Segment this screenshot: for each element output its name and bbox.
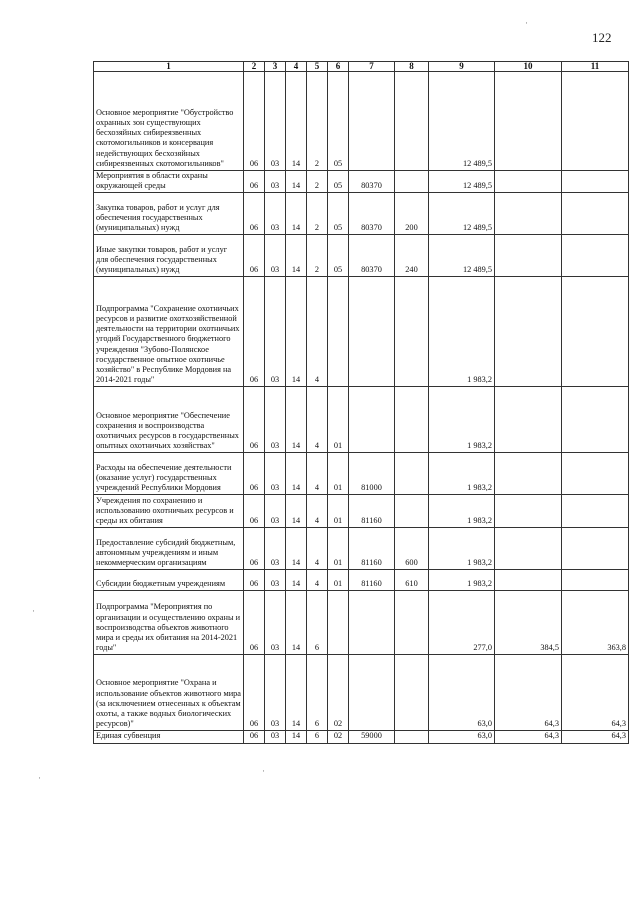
row-value-cell: 12 489,5	[429, 193, 495, 235]
row-name-cell: Иные закупки товаров, работ и услуг для обеспечения государственных (муниципальных) нужд	[94, 235, 244, 277]
header-cell: 11	[562, 62, 629, 72]
scan-dot: ·	[38, 773, 41, 783]
row-value-cell: 06	[244, 235, 265, 277]
row-value-cell: 14	[286, 570, 307, 591]
row-value-cell: 02	[328, 731, 349, 743]
row-value-cell: 4	[307, 277, 328, 387]
row-value-cell	[495, 495, 562, 528]
row-value-cell	[349, 591, 395, 655]
row-value-cell: 2	[307, 235, 328, 277]
row-name-cell: Единая субвенция	[94, 731, 244, 743]
table-row	[94, 528, 629, 570]
row-value-cell	[395, 591, 429, 655]
row-value-cell	[495, 235, 562, 277]
row-name-cell: Учреждения по сохранению и использованию охотничьих ресурсов и среды их обитания	[94, 495, 244, 528]
row-value-cell: 4	[307, 387, 328, 453]
row-value-cell: 1 983,2	[429, 570, 495, 591]
row-value-cell: 06	[244, 591, 265, 655]
header-cell: 7	[349, 62, 395, 72]
row-value-cell: 03	[265, 591, 286, 655]
row-value-cell: 14	[286, 72, 307, 171]
row-name-cell: Основное мероприятие "Обустройство охранных зон существующих бесхозяйных сибиреязвенных скотомогильников и консервация недействующих бесхозяйных сибиреязвенных скотомогильников"	[94, 72, 244, 171]
row-name-cell: Подпрограмма "Сохранение охотничьих ресурсов и развитие охотхозяйственной деятельности на территории охотничьих угодий Государственного бюджетного учреждения "Зубово-Полянское государственное опытное охотничье хозяйство" в Республике Мордовия на 2014-2021 годы"	[94, 277, 244, 387]
row-value-cell: 03	[265, 235, 286, 277]
row-value-cell: 12 489,5	[429, 72, 495, 171]
row-value-cell: 240	[395, 235, 429, 277]
row-value-cell: 64,3	[562, 731, 629, 743]
row-value-cell	[562, 72, 629, 171]
row-value-cell: 05	[328, 235, 349, 277]
table-row	[94, 655, 629, 731]
table-row	[94, 193, 629, 235]
row-value-cell: 63,0	[429, 655, 495, 731]
row-value-cell	[562, 235, 629, 277]
row-value-cell: 14	[286, 277, 307, 387]
row-value-cell: 14	[286, 528, 307, 570]
row-value-cell: 4	[307, 570, 328, 591]
row-value-cell: 14	[286, 171, 307, 193]
row-value-cell: 03	[265, 528, 286, 570]
row-value-cell: 03	[265, 72, 286, 171]
scan-dot: ·	[32, 606, 35, 616]
row-value-cell: 384,5	[495, 591, 562, 655]
row-value-cell	[562, 495, 629, 528]
row-value-cell: 01	[328, 453, 349, 495]
row-value-cell: 06	[244, 171, 265, 193]
row-name-cell: Закупка товаров, работ и услуг для обеспечения государственных (муниципальных) нужд	[94, 193, 244, 235]
row-value-cell: 06	[244, 495, 265, 528]
row-value-cell: 1 983,2	[429, 387, 495, 453]
row-value-cell: 14	[286, 387, 307, 453]
header-cell: 8	[395, 62, 429, 72]
row-value-cell: 81160	[349, 528, 395, 570]
row-value-cell	[495, 387, 562, 453]
row-value-cell: 06	[244, 193, 265, 235]
row-name-cell: Мероприятия в области охраны окружающей среды	[94, 171, 244, 193]
table-row	[94, 731, 629, 743]
row-value-cell	[395, 655, 429, 731]
row-value-cell	[395, 277, 429, 387]
row-value-cell: 05	[328, 171, 349, 193]
row-value-cell: 600	[395, 528, 429, 570]
row-value-cell: 6	[307, 731, 328, 743]
row-value-cell	[495, 277, 562, 387]
row-value-cell	[562, 387, 629, 453]
row-value-cell	[395, 171, 429, 193]
row-value-cell: 610	[395, 570, 429, 591]
row-value-cell	[562, 570, 629, 591]
row-value-cell: 01	[328, 387, 349, 453]
row-value-cell: 1 983,2	[429, 495, 495, 528]
row-value-cell	[349, 655, 395, 731]
row-value-cell: 1 983,2	[429, 528, 495, 570]
budget-table	[93, 61, 629, 744]
row-name-cell: Субсидии бюджетным учреждениям	[94, 570, 244, 591]
row-value-cell: 4	[307, 528, 328, 570]
row-value-cell: 03	[265, 277, 286, 387]
row-value-cell: 06	[244, 528, 265, 570]
row-value-cell: 81000	[349, 453, 395, 495]
row-value-cell	[349, 72, 395, 171]
row-value-cell: 03	[265, 495, 286, 528]
row-value-cell: 12 489,5	[429, 235, 495, 277]
header-row	[94, 62, 629, 72]
row-value-cell: 06	[244, 570, 265, 591]
row-value-cell	[349, 277, 395, 387]
table-row	[94, 495, 629, 528]
row-value-cell: 81160	[349, 495, 395, 528]
table-row	[94, 591, 629, 655]
row-value-cell: 01	[328, 495, 349, 528]
row-value-cell: 03	[265, 193, 286, 235]
scan-dot: ·	[525, 18, 528, 28]
row-value-cell: 14	[286, 193, 307, 235]
table-row	[94, 453, 629, 495]
table-row	[94, 235, 629, 277]
row-value-cell	[495, 570, 562, 591]
table-row	[94, 171, 629, 193]
row-value-cell: 6	[307, 591, 328, 655]
row-value-cell: 01	[328, 570, 349, 591]
row-value-cell: 14	[286, 495, 307, 528]
row-value-cell	[328, 277, 349, 387]
row-value-cell: 05	[328, 72, 349, 171]
row-name-cell: Предоставление субсидий бюджетным, автономным учреждениям и иным некоммерческим организациям	[94, 528, 244, 570]
row-value-cell: 06	[244, 72, 265, 171]
row-value-cell	[562, 453, 629, 495]
row-value-cell: 01	[328, 528, 349, 570]
table-row	[94, 277, 629, 387]
row-value-cell: 4	[307, 453, 328, 495]
row-value-cell	[328, 591, 349, 655]
row-value-cell: 2	[307, 72, 328, 171]
row-value-cell: 1 983,2	[429, 277, 495, 387]
row-value-cell	[395, 387, 429, 453]
row-value-cell: 06	[244, 277, 265, 387]
row-name-cell: Расходы на обеспечение деятельности (оказание услуг) государственных учреждений Республики Мордовия	[94, 453, 244, 495]
row-value-cell	[495, 453, 562, 495]
row-value-cell: 14	[286, 731, 307, 743]
header-cell: 3	[265, 62, 286, 72]
scan-dot: ·	[262, 766, 265, 776]
row-value-cell: 277,0	[429, 591, 495, 655]
header-cell: 9	[429, 62, 495, 72]
row-value-cell: 4	[307, 495, 328, 528]
row-value-cell: 06	[244, 387, 265, 453]
row-value-cell: 64,3	[562, 655, 629, 731]
row-value-cell: 200	[395, 193, 429, 235]
header-cell: 5	[307, 62, 328, 72]
row-value-cell	[395, 495, 429, 528]
row-value-cell: 2	[307, 171, 328, 193]
row-value-cell: 80370	[349, 171, 395, 193]
table-row	[94, 72, 629, 171]
row-value-cell	[349, 387, 395, 453]
row-value-cell: 03	[265, 731, 286, 743]
row-value-cell: 14	[286, 655, 307, 731]
row-value-cell: 64,3	[495, 731, 562, 743]
row-value-cell: 1 983,2	[429, 453, 495, 495]
row-value-cell: 03	[265, 387, 286, 453]
row-value-cell: 03	[265, 570, 286, 591]
row-value-cell: 59000	[349, 731, 395, 743]
row-value-cell	[495, 528, 562, 570]
row-value-cell: 14	[286, 453, 307, 495]
row-value-cell: 363,8	[562, 591, 629, 655]
row-value-cell	[495, 72, 562, 171]
row-value-cell	[562, 528, 629, 570]
row-name-cell: Основное мероприятие "Охрана и использование объектов животного мира (за исключением отнесенных к объектам охоты, а также водных биологических ресурсов)"	[94, 655, 244, 731]
row-value-cell: 06	[244, 731, 265, 743]
row-value-cell: 06	[244, 655, 265, 731]
row-value-cell: 12 489,5	[429, 171, 495, 193]
row-value-cell	[495, 171, 562, 193]
header-cell: 4	[286, 62, 307, 72]
row-value-cell	[395, 72, 429, 171]
row-value-cell	[562, 277, 629, 387]
row-value-cell: 06	[244, 453, 265, 495]
row-name-cell: Основное мероприятие "Обеспечение сохранения и воспроизводства охотничьих ресурсов в государственных опытных охотничьих хозяйствах"	[94, 387, 244, 453]
row-value-cell: 80370	[349, 235, 395, 277]
row-value-cell: 14	[286, 591, 307, 655]
header-cell: 2	[244, 62, 265, 72]
header-cell: 1	[94, 62, 244, 72]
row-value-cell	[395, 453, 429, 495]
row-value-cell	[395, 731, 429, 743]
row-value-cell: 2	[307, 193, 328, 235]
header-cell: 10	[495, 62, 562, 72]
row-name-cell: Подпрограмма "Мероприятия по организации и осуществлению охраны и воспроизводства объектов животного мира и среды их обитания на 2014-2021 годы"	[94, 591, 244, 655]
page-number: 122	[592, 30, 612, 45]
row-value-cell: 03	[265, 655, 286, 731]
row-value-cell: 05	[328, 193, 349, 235]
row-value-cell: 6	[307, 655, 328, 731]
row-value-cell	[562, 171, 629, 193]
row-value-cell: 64,3	[495, 655, 562, 731]
header-cell: 6	[328, 62, 349, 72]
table-row	[94, 570, 629, 591]
row-value-cell: 81160	[349, 570, 395, 591]
row-value-cell	[495, 193, 562, 235]
table-row	[94, 387, 629, 453]
row-value-cell: 63,0	[429, 731, 495, 743]
row-value-cell: 03	[265, 453, 286, 495]
row-value-cell: 80370	[349, 193, 395, 235]
row-value-cell: 14	[286, 235, 307, 277]
row-value-cell: 02	[328, 655, 349, 731]
row-value-cell	[562, 193, 629, 235]
row-value-cell: 03	[265, 171, 286, 193]
